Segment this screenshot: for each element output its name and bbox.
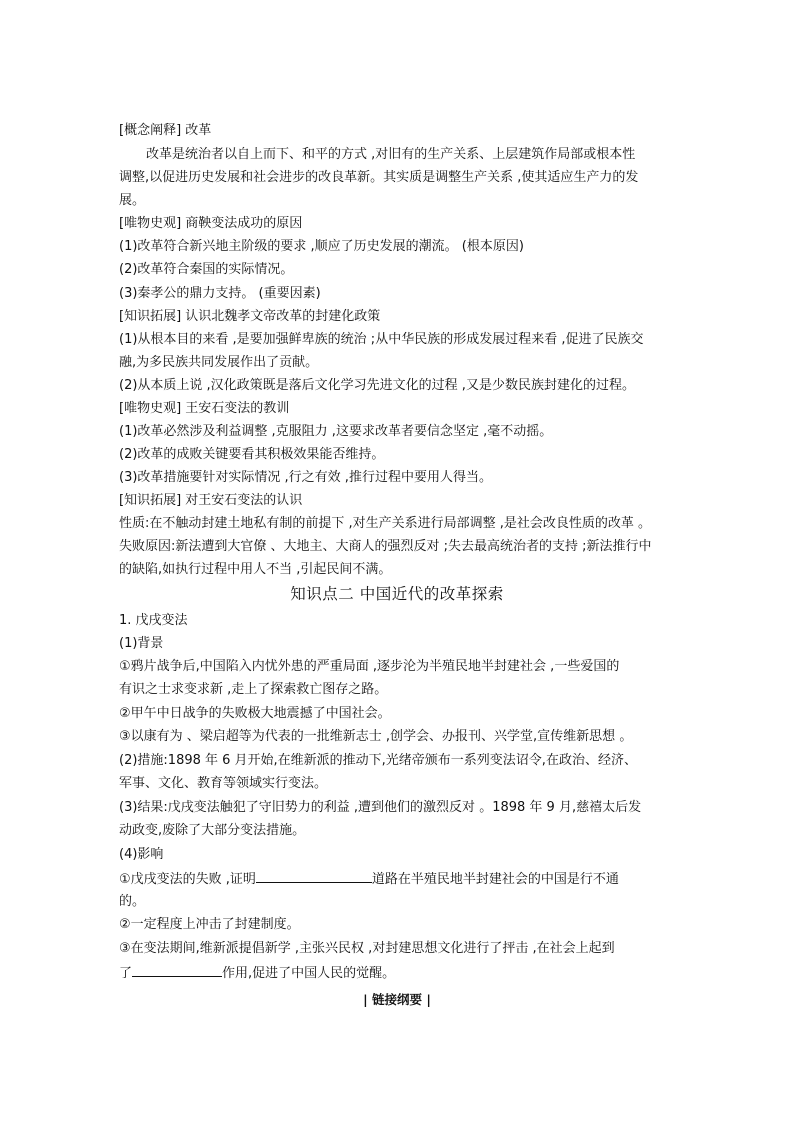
list-item: ②一定程度上冲击了封建制度。 — [119, 917, 300, 932]
item-text: 作用,促进了中国人民的觉醒。 — [222, 966, 396, 981]
item-text: 了 — [119, 966, 133, 981]
list-item: (2)措施:1898 年 6 月开始,在维新派的推动下,光绪帝颁布一系列变法诏令,在政治、经济、 — [119, 753, 637, 768]
list-item: ③以康有为 、梁启超等为代表的一批维新志士 ,创学会、办报刊、兴学堂,宣传维新思想 。 — [119, 729, 633, 744]
list-item: (2)改革的成败关键要看其积极效果能否维持。 — [119, 447, 385, 462]
paragraph-line: 调整,以促进历史发展和社会进步的改良革新。其实质是调整生产关系 ,使其适应生产力的发 — [119, 170, 639, 185]
paragraph-line: 性质:在不触动封建土地私有制的前提下 ,对生产关系进行局部调整 ,是社会改良性质的改革 。 — [119, 516, 652, 531]
fill-in-blank — [132, 963, 222, 977]
section-heading: [唯物史观] 商鞅变法成功的原因 — [119, 216, 303, 231]
list-item: ①鸦片战争后,中国陷入内忧外患的严重局面 ,逐步沦为半殖民地半封建社会 ,一些爱国的 — [119, 659, 620, 674]
list-item: (3)秦孝公的鼎力支持。 (重要因素) — [119, 286, 321, 301]
paragraph-line: 军事、文化、教育等领域实行变法。 — [119, 776, 328, 791]
knowledge-point-title: 知识点二 中国近代的改革探索 — [290, 585, 504, 603]
subsection-heading: (4)影响 — [119, 847, 164, 862]
subsection-heading: (1)背景 — [119, 636, 164, 651]
paragraph-line: 融,为多民族共同发展作出了贡献。 — [119, 355, 319, 370]
section-heading: [知识拓展] 认识北魏孝文帝改革的封建化政策 — [119, 309, 381, 324]
paragraph-line: 动政变,废除了大部分变法措施。 — [119, 823, 306, 838]
list-item: (1)从根本目的来看 ,是要加强鲜卑族的统治 ;从中华民族的形成发展过程来看 ,促进了民族交 — [119, 332, 644, 347]
list-item: (1)改革符合新兴地主阶级的要求 ,顺应了历史发展的潮流。 (根本原因) — [119, 239, 524, 254]
fill-in-item — [119, 869, 689, 889]
paragraph-line: 改革是统治者以自上而下、和平的方式 ,对旧有的生产关系、上层建筑作局部或根本性 — [146, 147, 636, 162]
list-item: (1)改革必然涉及利益调整 ,克服阻力 ,这要求改革者要信念坚定 ,毫不动摇。 — [119, 424, 553, 439]
list-item: (3)改革措施要针对实际情况 ,行之有效 ,推行过程中要用人得当。 — [119, 470, 492, 485]
list-item: (3)结果:戊戌变法触犯了守旧势力的利益 ,遭到他们的激烈反对 。1898 年 9 月,慈禧太后发 — [119, 800, 642, 815]
fill-in-item — [119, 963, 689, 983]
paragraph-line: 的。 — [119, 894, 146, 909]
paragraph-line: 失败原因:新法遭到大官僚 、大地主、大商人的强烈反对 ;失去最高统治者的支持 ;新法推行中 — [119, 539, 652, 554]
item-text: 道路在半殖民地半封建社会的中国是行不通 — [371, 872, 619, 887]
fill-in-blank — [256, 869, 372, 883]
list-item: ②甲午中日战争的失败极大地震撼了中国社会。 — [119, 706, 391, 721]
list-item: (2)改革符合秦国的实际情况。 — [119, 262, 294, 277]
paragraph-line: 的缺陷,如执行过程中用人不当 ,引起民间不满。 — [119, 562, 392, 577]
item-text: ①戊戌变法的失败 ,证明 — [119, 872, 256, 887]
list-item: ③在变法期间,维新派提倡新学 ,主张兴民权 ,对封建思想文化进行了抨击 ,在社会上起到 — [119, 941, 615, 956]
outline-link-label: | 链接纲要 | — [363, 992, 431, 1007]
paragraph-line: 展。 — [119, 193, 146, 208]
paragraph-line: 有识之士求变求新 ,走上了探索救亡图存之路。 — [119, 682, 388, 697]
list-item: (2)从本质上说 ,汉化政策既是落后文化学习先进文化的过程 ,又是少数民族封建化的过程。 — [119, 378, 635, 393]
concept-heading: [概念阐释] 改革 — [119, 123, 212, 138]
section-heading: [知识拓展] 对王安石变法的认识 — [119, 493, 303, 508]
subsection-heading: 1. 戊戌变法 — [119, 613, 188, 628]
section-heading: [唯物史观] 王安石变法的教训 — [119, 401, 290, 416]
